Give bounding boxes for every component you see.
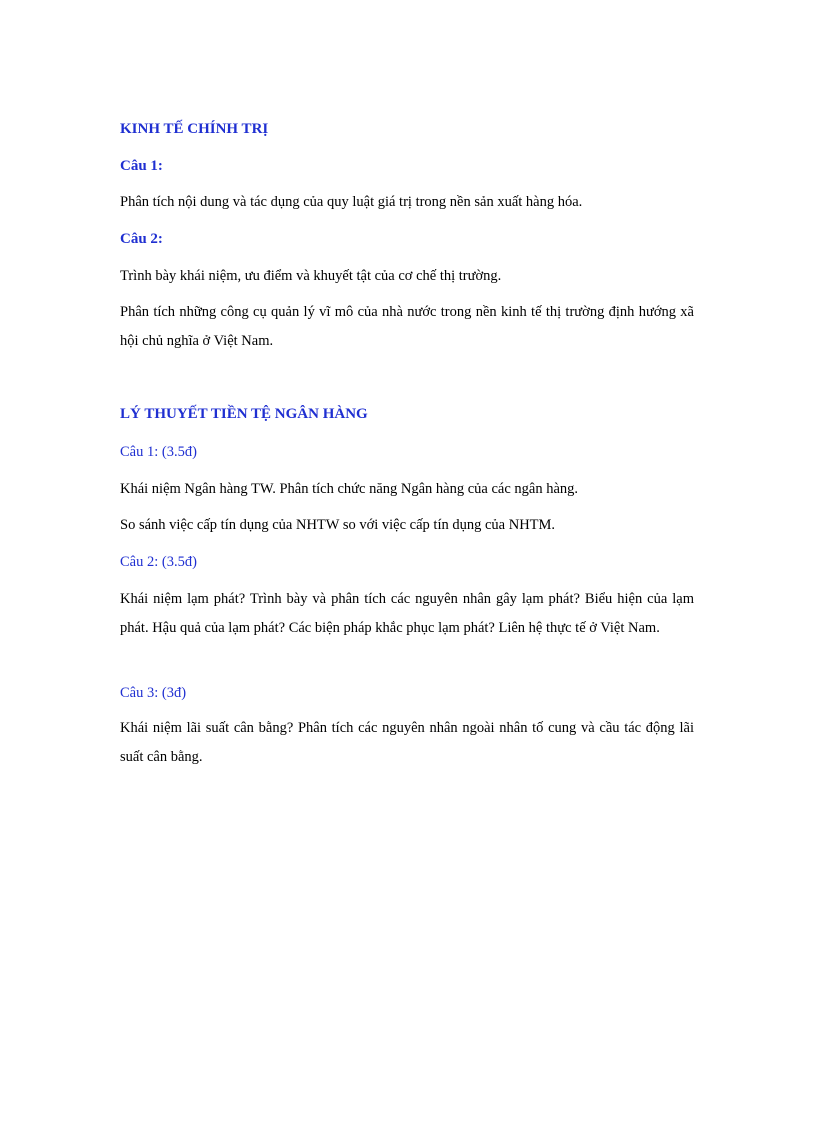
section-title-ly-thuyet-tien-te: LÝ THUYẾT TIỀN TỆ NGÂN HÀNG xyxy=(120,406,368,422)
question-2-text-a: Trình bày khái niệm, ưu điểm và khuyết tật của cơ chế thị trường. xyxy=(120,268,502,284)
question-1-label: Câu 1: xyxy=(120,158,163,174)
section-title-kinh-te-chinh-tri: KINH TẾ CHÍNH TRỊ xyxy=(120,121,269,137)
section2-question-1-text-b: So sánh việc cấp tín dụng của NHTW so với việc cấp tín dụng của NHTM. xyxy=(120,517,556,533)
section2-question-2-text: Khái niệm lạm phát? Trình bày và phân tích các nguyên nhân gây lạm phát? Biểu hiện của lạm phát. Hậu quả của lạm phát? Các biện pháp khắc phục lạm phát? Liên hệ thực tế ở Việt Nam. xyxy=(120,591,694,636)
question-2-label: Câu 2: xyxy=(120,231,163,247)
section2-question-2-label: Câu 2: (3.5đ) xyxy=(120,554,197,570)
section2-question-1-text-a: Khái niệm Ngân hàng TW. Phân tích chức năng Ngân hàng của các ngân hàng. xyxy=(120,481,579,497)
section2-question-1-label: Câu 1: (3.5đ) xyxy=(120,444,197,460)
question-2-text-b: Phân tích những công cụ quản lý vĩ mô của nhà nước trong nền kinh tế thị trường định hướng xã hội chủ nghĩa ở Việt Nam. xyxy=(120,304,694,349)
section2-question-3-label: Câu 3: (3đ) xyxy=(120,685,187,701)
question-1-text: Phân tích nội dung và tác dụng của quy luật giá trị trong nền sản xuất hàng hóa. xyxy=(120,194,583,210)
section2-question-3-text: Khái niệm lãi suất cân bằng? Phân tích các nguyên nhân ngoài nhân tố cung và cầu tác động lãi suất cân bằng. xyxy=(120,720,694,765)
